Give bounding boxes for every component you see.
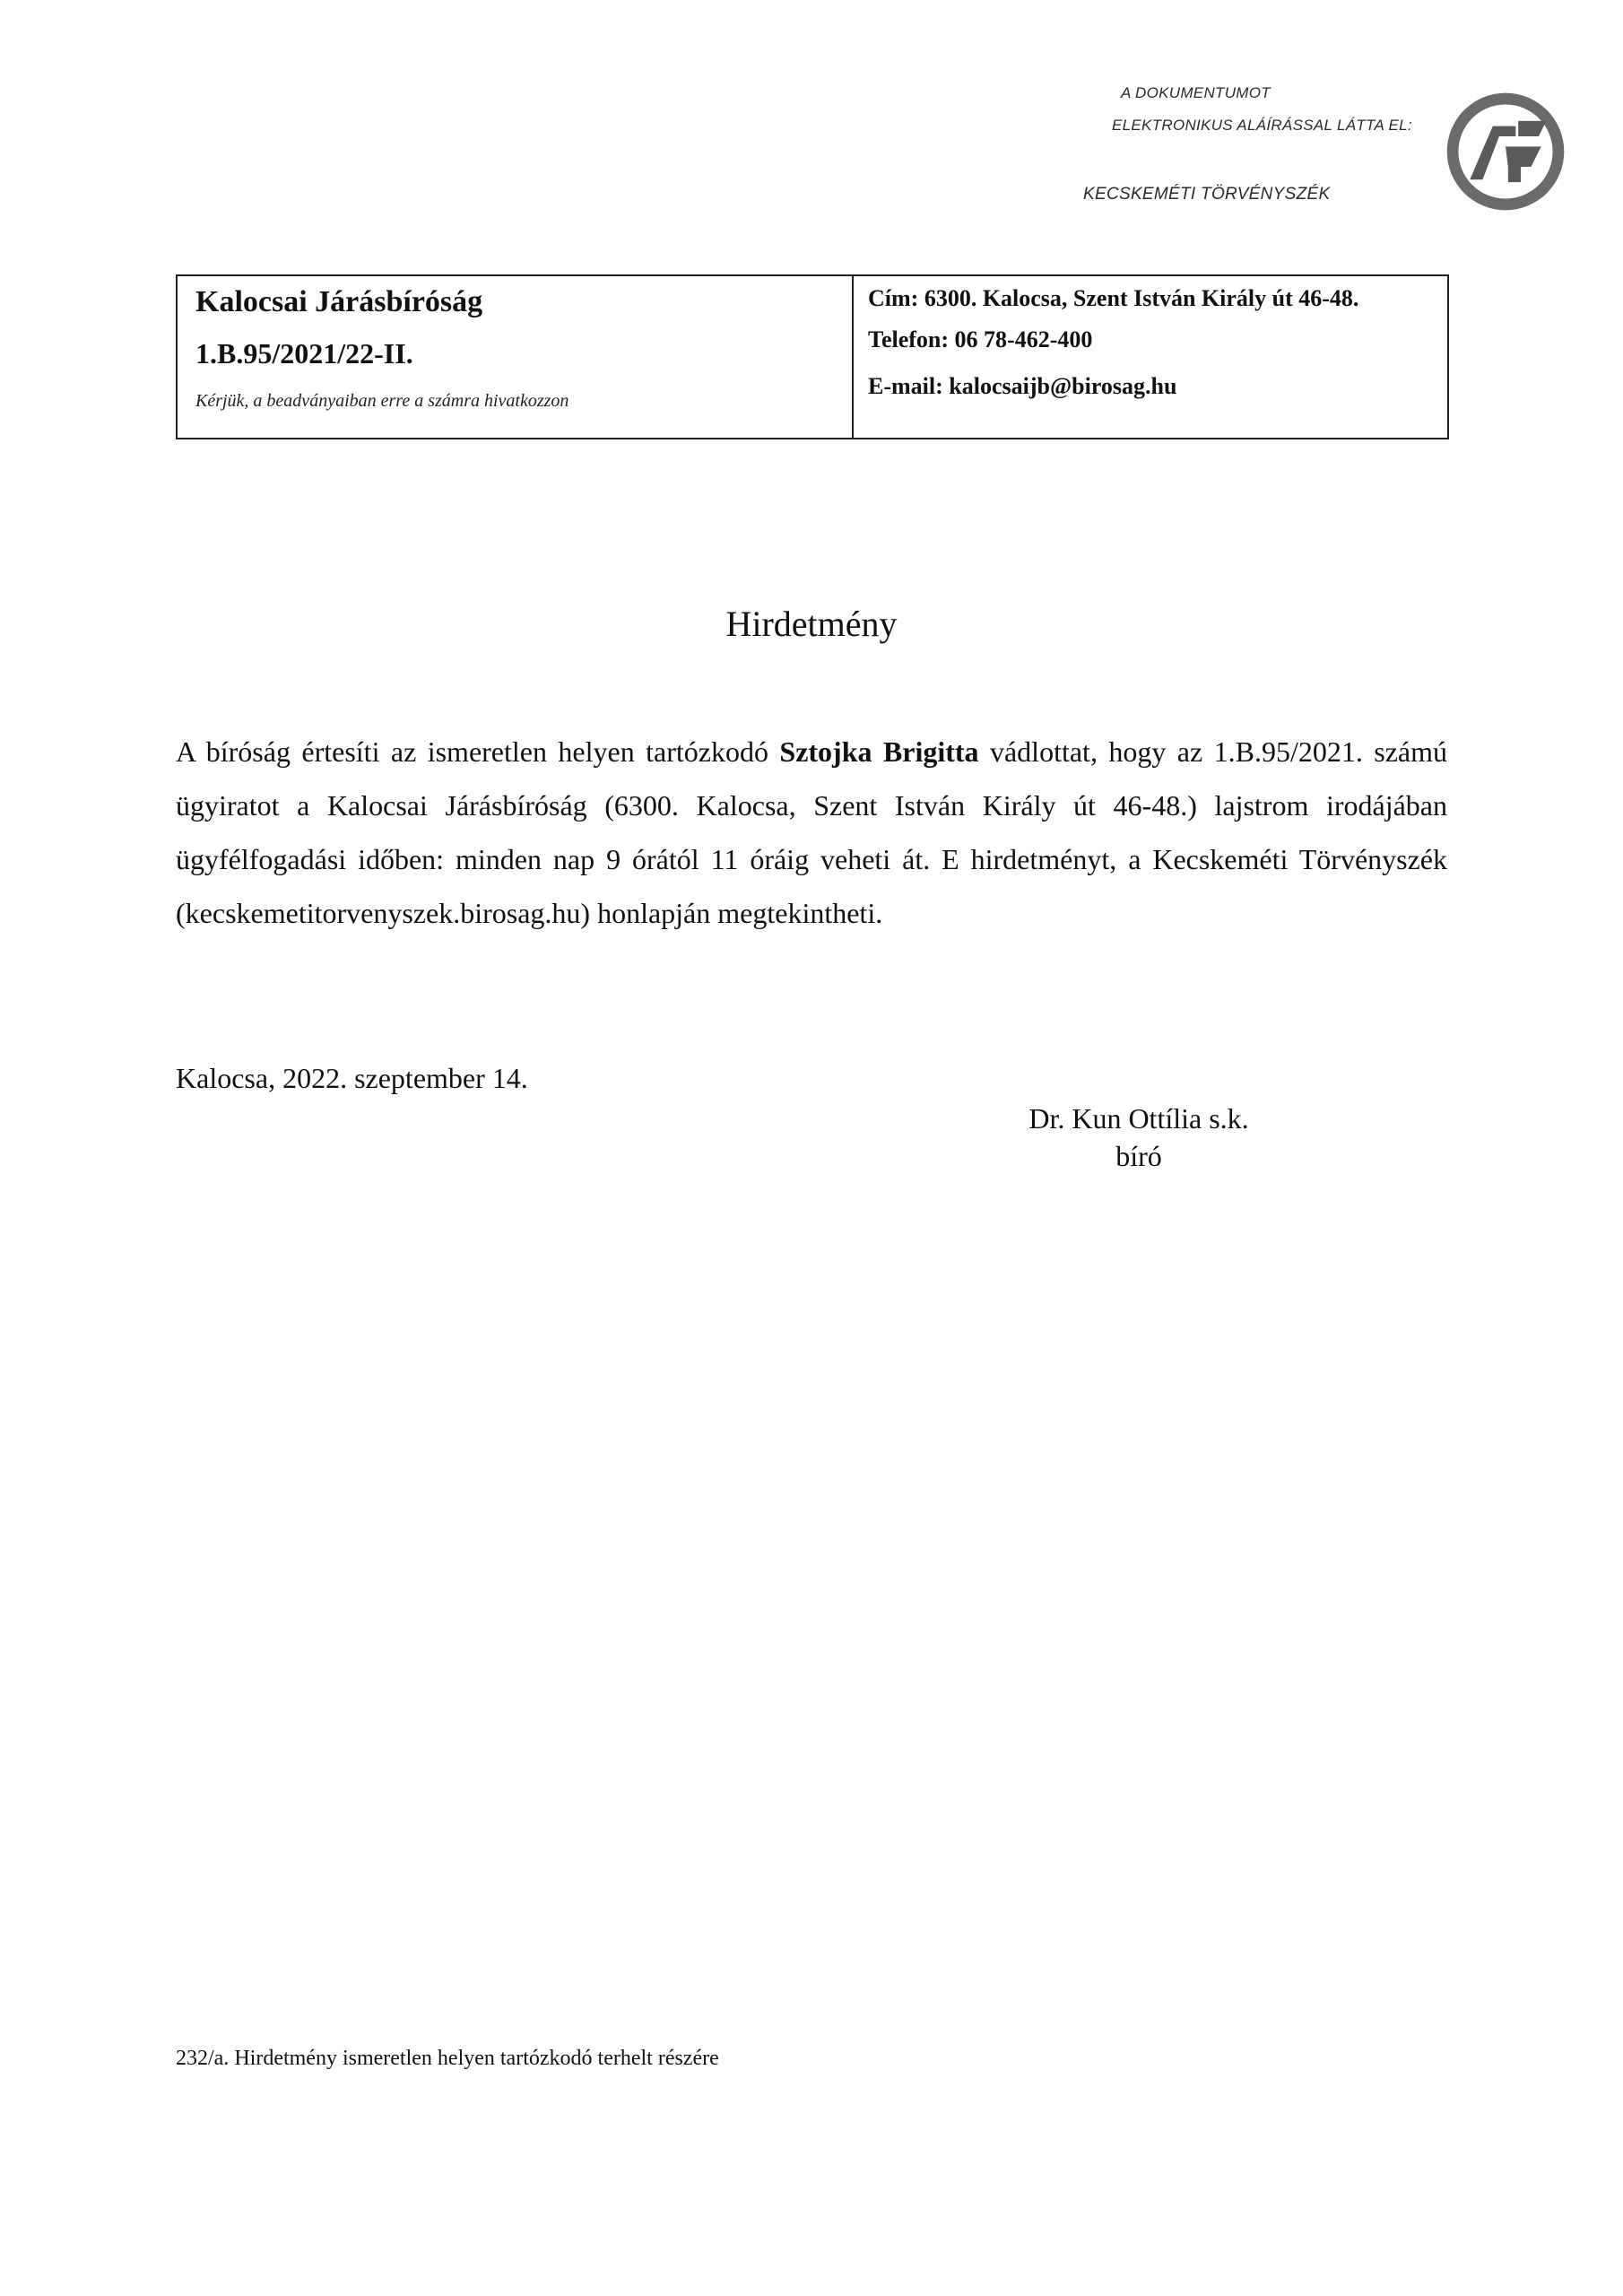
signer-name: Dr. Kun Ottília s.k. — [1028, 1102, 1249, 1135]
signer-role: bíró — [1115, 1140, 1162, 1172]
header-box — [176, 274, 1449, 439]
court-name: Kalocsai Járásbíróság — [195, 285, 483, 318]
body-text-part-1: A bíróság értesíti az ismeretlen helyen tartózkodó — [176, 735, 780, 768]
court-seal-icon — [1442, 88, 1569, 215]
defendant-name: Sztojka Brigitta — [779, 735, 979, 768]
case-number: 1.B.95/2021/22-II. — [195, 337, 413, 370]
contact-address: Cím: 6300. Kalocsa, Szent István Király út 46-48. — [868, 285, 1359, 311]
signature-block — [1004, 1100, 1273, 1175]
document-title: Hirdetmény — [725, 604, 898, 644]
place-date: Kalocsa, 2022. szeptember 14. — [176, 1062, 528, 1094]
footer-note: 232/a. Hirdetmény ismeretlen helyen tartózkodó terhelt részére — [176, 2047, 719, 2070]
reference-note: Kérjük, a beadványaiban erre a számra hivatkozzon — [195, 391, 569, 411]
contact-phone: Telefon: 06 78-462-400 — [868, 326, 1093, 352]
body-paragraph — [176, 725, 1447, 940]
header-contact-panel — [868, 276, 1442, 438]
stamp-line-1: A DOKUMENTUMOT — [1121, 84, 1271, 101]
header-left-panel — [178, 276, 854, 438]
stamp-line-2: ELEKTRONIKUS ALÁÍRÁSSAL LÁTTA EL: — [1112, 117, 1412, 134]
body-text-part-2: vádlottat, hogy az 1.B.95/2021. számú ügyiratot a Kalocsai Járásbíróság (6300. Kalocsa, Szent István Király út 46-48.) lajstrom irodájában ügyfélfogadási időben: minden nap 9 órától 11 óráig veheti át. E hirdetményt, a Kecskeméti Törvényszék (kecskemetitorvenyszek.birosag.hu) honlapján megtekintheti. — [176, 735, 1448, 929]
stamp-line-3: KECSKEMÉTI TÖRVÉNYSZÉK — [1083, 185, 1331, 204]
contact-email: E-mail: kalocsaijb@birosag.hu — [868, 373, 1177, 399]
